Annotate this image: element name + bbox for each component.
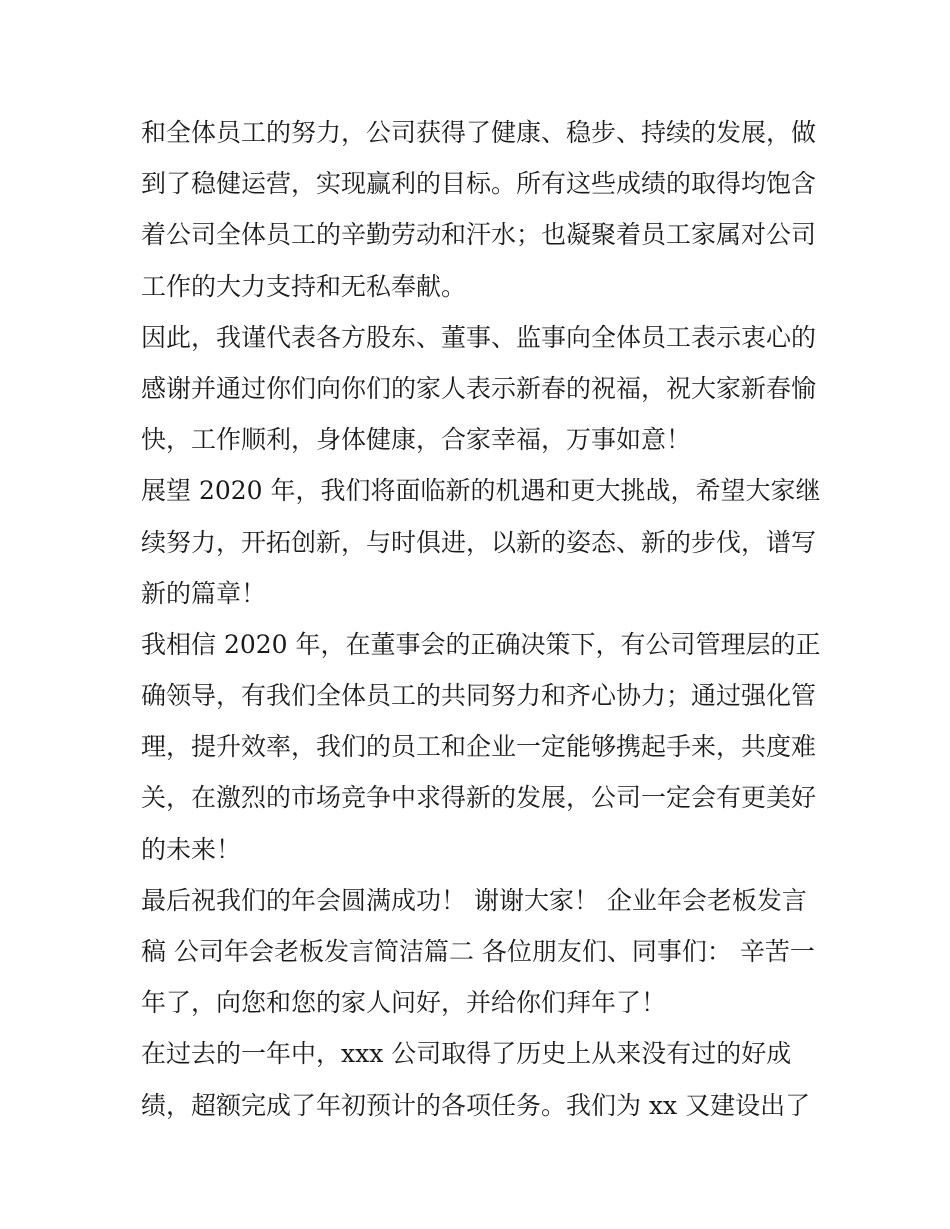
text-line: 到了稳健运营，实现赢利的目标。所有这些成绩的取得均饱含 [141,169,817,199]
text-line: 感谢并通过你们向你们的家人表示新春的祝福，祝大家新春愉 [141,373,817,403]
text-line: 我相信 2020 年，在董事会的正确决策下，有公司管理层的正 [141,629,821,659]
text-line: 着公司全体员工的辛勤劳动和汗水；也凝聚着员工家属对公司 [141,220,817,250]
document-body [141,107,821,1131]
text-line: 理，提升效率，我们的员工和企业一定能够携起手来，共度难 [141,732,817,762]
text-line: 的未来！ [141,834,242,864]
text-line: 展望 2020 年，我们将面临新的机遇和更大挑战，希望大家继 [141,476,821,506]
text-line: 绩，超额完成了年初预计的各项任务。我们为 xx 又建设出了 [141,1090,811,1120]
text-line: 因此，我谨代表各方股东、董事、监事向全体员工表示衷心的 [141,322,817,352]
text-line: 稿 公司年会老板发言简洁篇二 各位朋友们、同事们： 辛苦一 [141,937,815,966]
text-line: 和全体员工的努力，公司获得了健康、稳步、持续的发展，做 [141,118,817,147]
text-line: 新的篇章！ [141,578,267,608]
text-line: 年了，向您和您的家人问好，并给你们拜年了！ [141,988,667,1018]
text-line: 最后祝我们的年会圆满成功！ 谢谢大家！ 企业年会老板发言 [141,885,807,915]
text-line: 在过去的一年中，xxx 公司取得了历史上从来没有过的好成 [141,1039,792,1069]
text-line: 续努力，开拓创新，与时俱进，以新的姿态、新的步伐，谱写 [141,527,817,557]
text-line: 快，工作顺利，身体健康，合家幸福，万事如意！ [141,425,692,455]
text-line: 确领导，有我们全体员工的共同努力和齐心协力；通过强化管 [141,681,817,711]
text-line: 关，在激烈的市场竞争中求得新的发展，公司一定会有更美好 [141,783,817,813]
text-line: 工作的大力支持和无私奉献。 [141,271,467,301]
